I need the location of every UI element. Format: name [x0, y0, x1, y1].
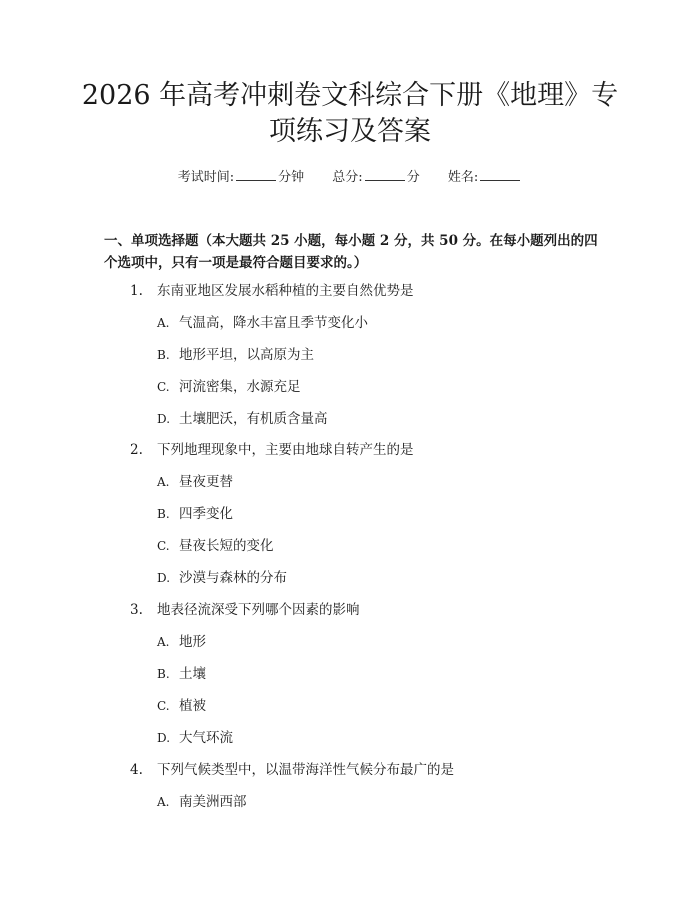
- question-1: [130, 282, 414, 300]
- option-text: 南美洲西部: [179, 794, 247, 810]
- student-name-label: 姓名:: [447, 170, 479, 185]
- option-letter: B.: [157, 667, 170, 681]
- question-text: 东南亚地区发展水稻种植的主要自然优势是: [157, 283, 414, 299]
- question-3-option-b: [157, 665, 206, 683]
- question-3-option-a: [157, 633, 206, 651]
- document-title: [60, 78, 640, 150]
- option-letter: B.: [157, 507, 170, 521]
- question-3-option-c: [157, 697, 206, 715]
- question-number: 3.: [130, 602, 143, 618]
- question-1-option-d: [157, 410, 328, 428]
- option-letter: C.: [157, 539, 170, 553]
- question-2-option-b: [157, 505, 233, 523]
- question-2-option-c: [157, 537, 274, 555]
- question-4: [130, 761, 454, 779]
- option-text: 地形: [179, 634, 206, 650]
- option-text: 土壤肥沃，有机质含量高: [179, 411, 328, 427]
- question-1-option-c: [157, 378, 301, 396]
- question-3-option-d: [157, 729, 233, 747]
- question-1-option-a: [157, 314, 368, 332]
- option-text: 大气环流: [179, 730, 233, 746]
- section-heading: 一、单项选择题（本大题共 25 小题，每小题 2 分，共 50 分。在每小题列出的四个选项中，只有一项是最符合题目要求的。）: [104, 233, 598, 271]
- option-letter: A.: [157, 635, 170, 649]
- total-score-unit: 分: [406, 170, 420, 185]
- option-text: 四季变化: [179, 506, 233, 522]
- option-text: 气温高，降水丰富且季节变化小: [179, 315, 368, 331]
- option-letter: C.: [157, 380, 170, 394]
- option-letter: A.: [157, 795, 170, 809]
- option-letter: D.: [157, 571, 171, 585]
- question-1-option-b: [157, 346, 314, 364]
- question-number: 2.: [130, 442, 143, 458]
- exam-time-unit: 分钟: [278, 170, 305, 185]
- question-number: 4.: [130, 762, 143, 778]
- option-text: 地形平坦，以高原为主: [179, 347, 314, 363]
- student-name-blank: [480, 168, 520, 181]
- option-letter: C.: [157, 699, 170, 713]
- question-2: [130, 441, 414, 459]
- question-4-option-a: [157, 793, 247, 811]
- option-letter: A.: [157, 475, 170, 489]
- total-score-field: [332, 168, 419, 187]
- option-text: 沙漠与森林的分布: [179, 570, 287, 586]
- student-name-field: [448, 168, 522, 187]
- option-text: 植被: [179, 698, 206, 714]
- option-text: 土壤: [179, 666, 206, 682]
- exam-time-field: [178, 168, 304, 187]
- option-letter: B.: [157, 348, 170, 362]
- title-line-2: 项练习及答案: [269, 116, 431, 147]
- question-2-option-d: [157, 569, 287, 587]
- total-score-label: 总分:: [332, 170, 363, 185]
- option-text: 河流密集，水源充足: [179, 379, 301, 395]
- exam-time-blank: [236, 168, 276, 181]
- question-number: 1.: [130, 283, 143, 299]
- question-text: 下列地理现象中，主要由地球自转产生的是: [157, 442, 414, 458]
- question-text: 地表径流深受下列哪个因素的影响: [157, 602, 360, 618]
- title-line-1: 2026 年高考冲刺卷文科综合下册《地理》专: [81, 80, 619, 111]
- option-text: 昼夜长短的变化: [179, 538, 274, 554]
- question-text: 下列气候类型中，以温带海洋性气候分布最广的是: [157, 762, 454, 778]
- option-text: 昼夜更替: [179, 474, 233, 490]
- option-letter: D.: [157, 731, 171, 745]
- option-letter: D.: [157, 412, 171, 426]
- exam-time-label: 考试时间:: [177, 170, 235, 185]
- question-3: [130, 601, 360, 619]
- exam-info-line: [0, 168, 700, 187]
- option-letter: A.: [157, 316, 170, 330]
- total-score-blank: [365, 168, 405, 181]
- question-2-option-a: [157, 473, 233, 491]
